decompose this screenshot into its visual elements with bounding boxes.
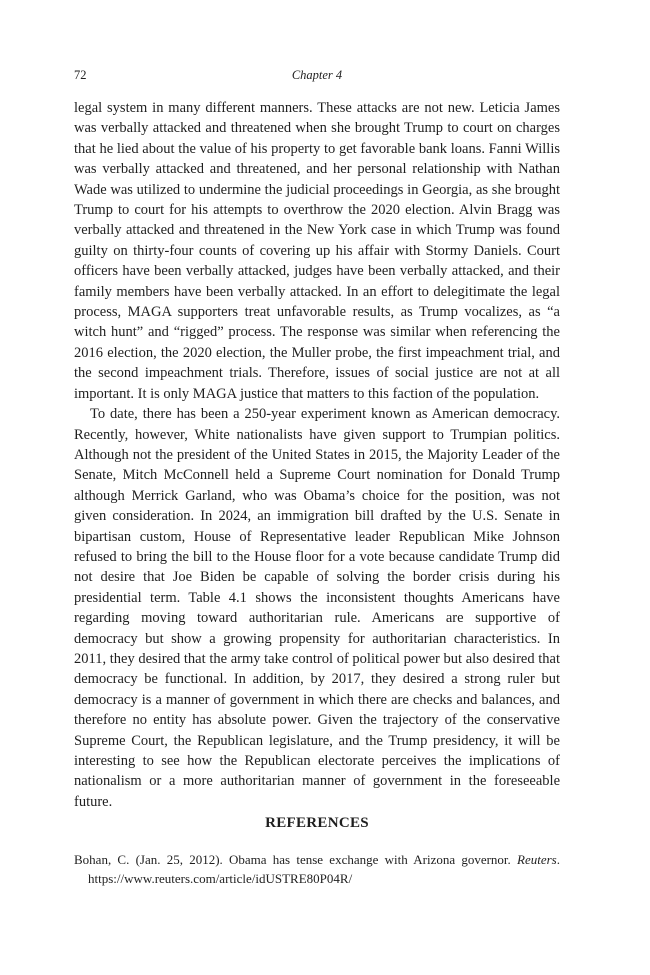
reference-citation: Bohan, C. (Jan. 25, 2012). Obama has tense exchange with Arizona governor.: [74, 852, 518, 867]
book-page: [74, 0, 560, 975]
chapter-label: Chapter 4: [291, 68, 343, 82]
paragraph: To date, there has been a 250-year experiment known as American democracy. Recently, however, White nationalists have given support to Trumpian politics. Although not the president of the United States in 2015, the Majority Leader of the Senate, Mitch McConnell held a Supreme Court nomination for Donald Trump although Merrick Garland, who was Obama’s choice for the position, was not given consideration. In 2024, an immigration bill drafted by the U.S. Senate in bipartisan custom, House of Representative leader Republican Mike Johnson refused to bring the bill to the House floor for a vote because candidate Trump did not desire that Joe Biden be capable of solving the border crisis during his presidential term. Table 4.1 shows the inconsistent thoughts Americans have regarding moving toward authoritarian rule. Americans are supportive of democracy but show a growing propensity for authoritarian characteristics. In 2011, they desired that the army take control of political power but also desired that democracy be functional. In addition, by 2017, they desired a strong ruler but democracy is a manner of government in which there are checks and balances, and therefore no entity has absolute power. Given the trajectory of the conservative Supreme Court, the Republican legislature, and the Trump presidency, it will be interesting to see how the Republican electorate perceives the implications of nationalism or a more authoritarian manner of government in the foreseeable future.: [74, 406, 560, 810]
running-head: [74, 68, 560, 86]
references-list: [74, 851, 560, 888]
body-text: [74, 98, 560, 812]
references-heading: REFERENCES: [265, 815, 369, 831]
page-number: 72: [74, 68, 87, 82]
reference-source: Reuters: [517, 852, 557, 867]
reference-entry: [74, 851, 560, 888]
reference-url: . https://www.reuters.com/article/idUSTRE80P04R/: [88, 852, 560, 886]
paragraph: legal system in many different manners. These attacks are not new. Leticia James was verbally attacked and threatened when she brought Trump to court on charges that he lied about the value of his property to get favorable bank loans. Fanni Willis was verbally attacked and threatened, and her personal relationship with Nathan Wade was utilized to undermine the judicial proceedings in Georgia, as she brought Trump to court for his attempts to overthrow the 2020 election. Alvin Bragg was verbally attacked and threatened in the New York case in which Trump was found guilty on thirty-four counts of covering up his affair with Stormy Daniels. Court officers have been verbally attacked, judges have been verbally attacked, and their family members have been verbally attacked. In an effort to delegitimate the legal process, MAGA supporters treat unfavorable results, as Trump vocalizes, as “a witch hunt” and “rigged” process. The response was similar when referencing the 2016 election, the 2020 election, the Muller probe, the first impeachment trial, and the second impeachment trials. Therefore, issues of social justice are not at all important. It is only MAGA justice that matters to this faction of the population.: [74, 100, 560, 402]
